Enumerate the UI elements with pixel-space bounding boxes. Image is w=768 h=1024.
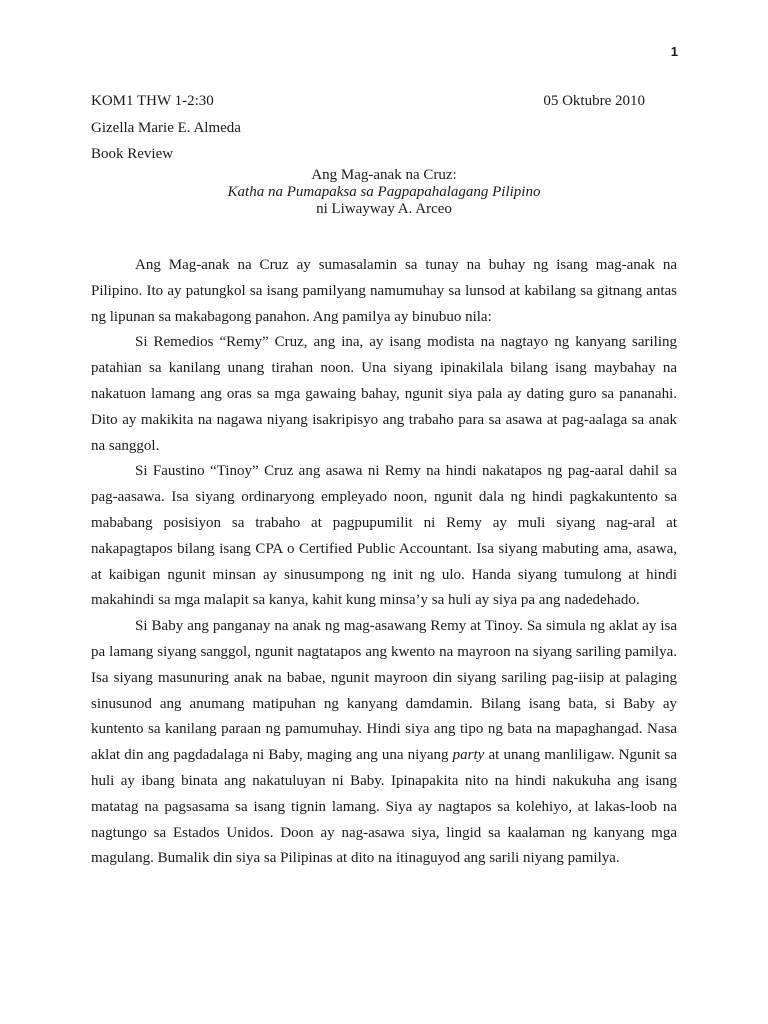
paragraph-baby-part1: Si Baby ang panganay na anak ng mag-asawang Remy at Tinoy. Sa simula ng aklat ay isa pa lamang siyang sanggol, ngunit nagtatapos ang kwento na mayroon na siyang sariling pamilya. Isa siyang masunuring anak na babae, ngunit mayroon din siyang sariling pag-iisip at palaging sinusunod ang anumang matipuhan ng kanyang damdamin. Bilang isang bata, si Baby ay kuntento sa kanilang paraan ng pamumuhay. Hindi siya ang tipo ng bata na mapaghangad. Nasa aklat din ang pagdadalaga ni Baby, maging ang una niyang	[91, 618, 677, 764]
header-row-author	[91, 115, 645, 142]
header-row-doctype	[91, 141, 645, 168]
paragraph-remy: Si Remedios “Remy” Cruz, ang ina, ay isang modista na nagtayo ng kanyang sariling patahian sa kanilang unang tirahan noon. Una siyang ipinakilala bilang isang maybahay na nakatuon lamang ang oras sa mga gawaing bahay, ngunit siya pala ay dating guro sa pananahi. Dito ay makikita na nagawa niyang isakripisyo ang trabaho para sa asawa at pag-aalaga sa anak na sanggol.	[91, 334, 677, 454]
book-title: Ang Mag-anak na Cruz:	[311, 167, 457, 183]
author-name: Gizella Marie E. Almeda	[91, 119, 241, 136]
course-label: KOM1 THW 1-2:30	[91, 93, 214, 109]
paragraph-baby	[91, 614, 677, 872]
title-block	[91, 167, 677, 218]
review-body	[91, 253, 677, 872]
document-header	[91, 88, 645, 168]
paragraph-intro: Ang Mag-anak na Cruz ay sumasalamin sa tunay na buhay ng isang mag-anak na Pilipino. Ito ay patungkol sa isang pamilyang namumuhay sa lunsod at kabilang sa gitnang antas ng lipunan sa makabagong panahon. Ang pamilya ay binubuo nila:	[91, 257, 677, 325]
book-subtitle: Katha na Pumapaksa sa Pagpapahalagang Pilipino	[227, 184, 541, 200]
date-label: 05 Oktubre 2010	[543, 93, 645, 109]
paragraph-baby-part2: at unang manliligaw. Ngunit sa huli ay ibang binata ang nakatuluyan ni Baby. Ipinapakita nito na hindi nakukuha ang isang matatag na pagsasama sa isang tignin lamang. Siya ay nagtapos sa kolehiyo, at lakas-loob na nagtungo sa Estados Unidos. Doon ay nag-asawa siya, lingid sa kaalaman ng kanyang mga magulang. Bumalik din siya sa Pilipinas at dito na itinaguyod ang sarili niyang pamilya.	[91, 747, 677, 867]
header-row-course	[91, 88, 645, 115]
page-number: 1	[670, 44, 678, 59]
document-type: Book Review	[91, 146, 174, 162]
paragraph-baby-italic-word: party	[452, 747, 485, 764]
book-author-byline: ni Liwayway A. Arceo	[316, 201, 452, 217]
paragraph-tinoy: Si Faustino “Tinoy” Cruz ang asawa ni Remy na hindi nakatapos ng pag-aaral dahil sa pag-aasawa. Isa siyang ordinaryong empleyado noon, ngunit dala ng hindi pagkakuntento sa mababang posisiyon sa trabaho at pagpupumilit ni Remy ay muli siyang nag-aral at nakapagtapos bilang isang CPA o Certified Public Accountant. Isa siyang mabuting ama, asawa, at kaibigan ngunit minsan ay sinusumpong ng init ng ulo. Handa siyang tumulong at hindi makahindi sa mga malapit sa kanya, kahit kung minsa’y sa huli ay siya pa ang nadedehado.	[91, 463, 677, 609]
